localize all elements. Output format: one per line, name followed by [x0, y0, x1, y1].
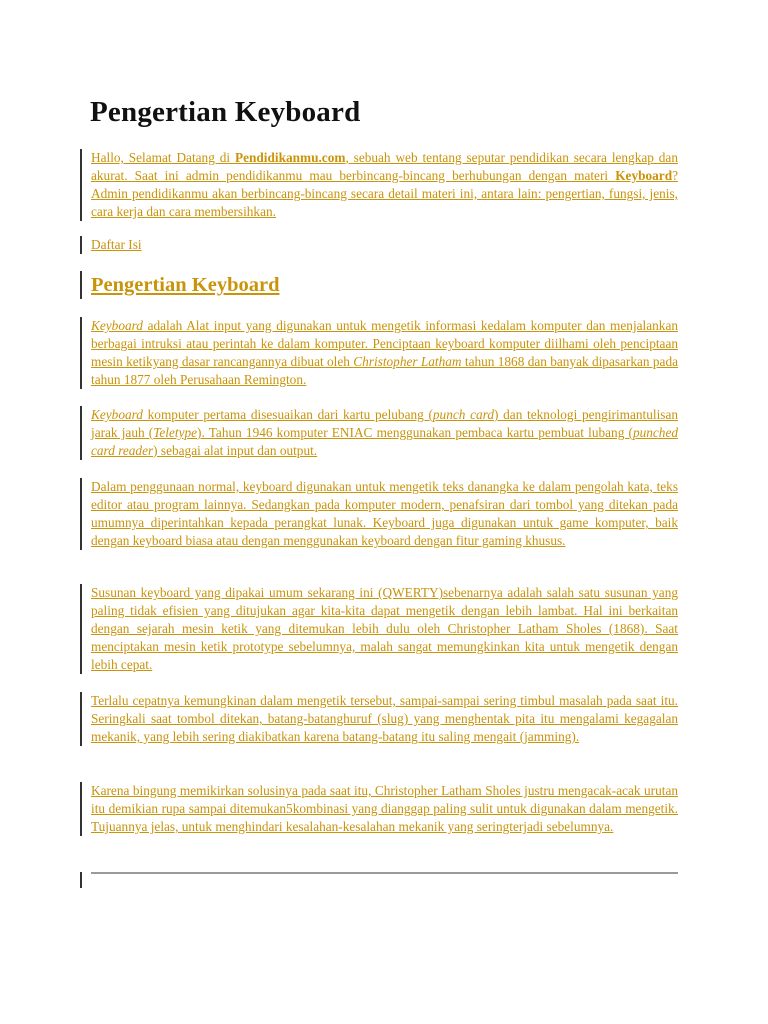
paragraph-block-3 — [80, 478, 678, 550]
paragraph-block-4 — [80, 584, 678, 674]
paragraph-text: adalah Alat input yang digunakan untuk mengetik informasi kedalam komputer dan menjalankan berbagai intruksi atau perintah ke dalam komputer. Penciptaan keyboard komputer diilhami oleh penciptaan mesin ketikyang dasar rancangannya dibuat oleh — [91, 318, 678, 369]
site-name: Pendidikanmu.com — [234, 150, 346, 165]
horizontal-divider — [91, 872, 678, 874]
paragraph-block-2 — [80, 406, 678, 460]
paragraph-text: ). Tahun 1946 komputer ENIAC menggunakan pembaca kartu pembuat lubang ( — [197, 425, 633, 440]
intro-text: ? Admin pendidikanmu akan berbincang-bincang secara detail materi ini, antara lain: pengertian, fungsi, jenis, cara kerja dan cara membersihkan. — [91, 168, 678, 219]
left-rule — [80, 692, 82, 746]
intro-paragraph — [91, 149, 678, 221]
intro-text: Hallo, Selamat Datang di — [91, 150, 235, 165]
left-rule — [80, 271, 82, 299]
paragraph-block-5 — [80, 692, 678, 746]
italic-term: Christopher Latham — [353, 354, 462, 369]
toc-block — [80, 236, 678, 254]
paragraph: Karena bingung memikirkan solusinya pada saat itu, Christopher Latham Sholes justru mengacak-acak urutan itu demikian rupa sampai ditemukan5kombinasi yang dianggap paling sulit untuk digunakan dalam mengetik. Tujuannya jelas, untuk menghindari kesalahan-kesalahan mekanik yang seringterjadi sebelumnya. — [91, 783, 678, 834]
section-heading-block — [80, 271, 678, 299]
left-rule — [80, 872, 82, 888]
paragraph: Dalam penggunaan normal, keyboard digunakan untuk mengetik teks danangka ke dalam pengolah kata, teks editor atau program lainnya. Sedangkan pada komputer modern, penafsiran dari tombol yang ditekan pada umumnya diperintahkan kepada perangkat lunak. Keyboard juga digunakan untuk game komputer, baik dengan keyboard biasa atau dengan menggunakan keyboard dengan fitur gaming khusus. — [91, 479, 678, 548]
paragraph — [91, 317, 678, 389]
paragraph-text: ) dan teknologi pengirimantulisan jarak jauh ( — [91, 407, 678, 440]
left-rule — [80, 406, 82, 460]
italic-term: punched card reader — [91, 425, 678, 458]
left-rule — [80, 782, 82, 836]
paragraph-text: tahun 1868 dan banyak dipasarkan pada tahun 1877 oleh Perusahaan Remington. — [91, 354, 679, 387]
italic-term: Keyboard — [91, 318, 143, 333]
italic-term: Keyboard — [91, 407, 143, 422]
paragraph: Terlalu cepatnya kemungkinan dalam mengetik tersebut, sampai-sampai sering timbul masalah pada saat itu. Seringkali saat tombol ditekan, batang-batanghuruf (slug) yang menghentak pita itu mengalami kegagalan mekanik, yang lebih sering diakibatkan karena batang-batang itu saling mengait (jamming). — [91, 693, 678, 744]
left-rule — [80, 584, 82, 674]
paragraph-text: ) sebagai alat input dan output. — [153, 443, 318, 458]
paragraph-block-6 — [80, 782, 678, 836]
italic-term: punch card — [432, 407, 494, 422]
page-title: Pengertian Keyboard — [90, 96, 361, 128]
paragraph: Susunan keyboard yang dipakai umum sekarang ini (QWERTY)sebenarnya adalah salah satu susunan yang paling tidak efisien yang ditujukan agar kita-kita dapat mengetik dengan lebih lambat. Hal ini berkaitan dengan sejarah mesin ketik yang ditemukan lebih dulu oleh Christopher Latham Sholes (1868). Saat menciptakan mesin ketik prototype sebelumnya, malah sangat memungkinkan kita untuk mengetik dengan lebih cepat. — [91, 585, 678, 672]
section-heading: Pengertian Keyboard — [91, 274, 280, 296]
intro-block — [80, 149, 678, 221]
paragraph-block-1 — [80, 317, 678, 389]
divider-block — [80, 872, 678, 888]
left-rule — [80, 478, 82, 550]
paragraph — [91, 406, 678, 460]
italic-term: Teletype — [153, 425, 198, 440]
intro-text: , sebuah web tentang seputar pendidikan secara lengkap dan akurat. Saat ini admin pendidikanmu mau berbincang-bincang berhubungan dengan materi — [91, 150, 678, 183]
left-rule — [80, 317, 82, 389]
left-rule — [80, 149, 82, 221]
keyword-term: Keyboard — [615, 168, 673, 183]
left-rule — [80, 236, 82, 254]
toc-link[interactable]: Daftar Isi — [91, 237, 142, 252]
paragraph-text: komputer pertama disesuaikan dari kartu pelubang ( — [142, 407, 433, 422]
